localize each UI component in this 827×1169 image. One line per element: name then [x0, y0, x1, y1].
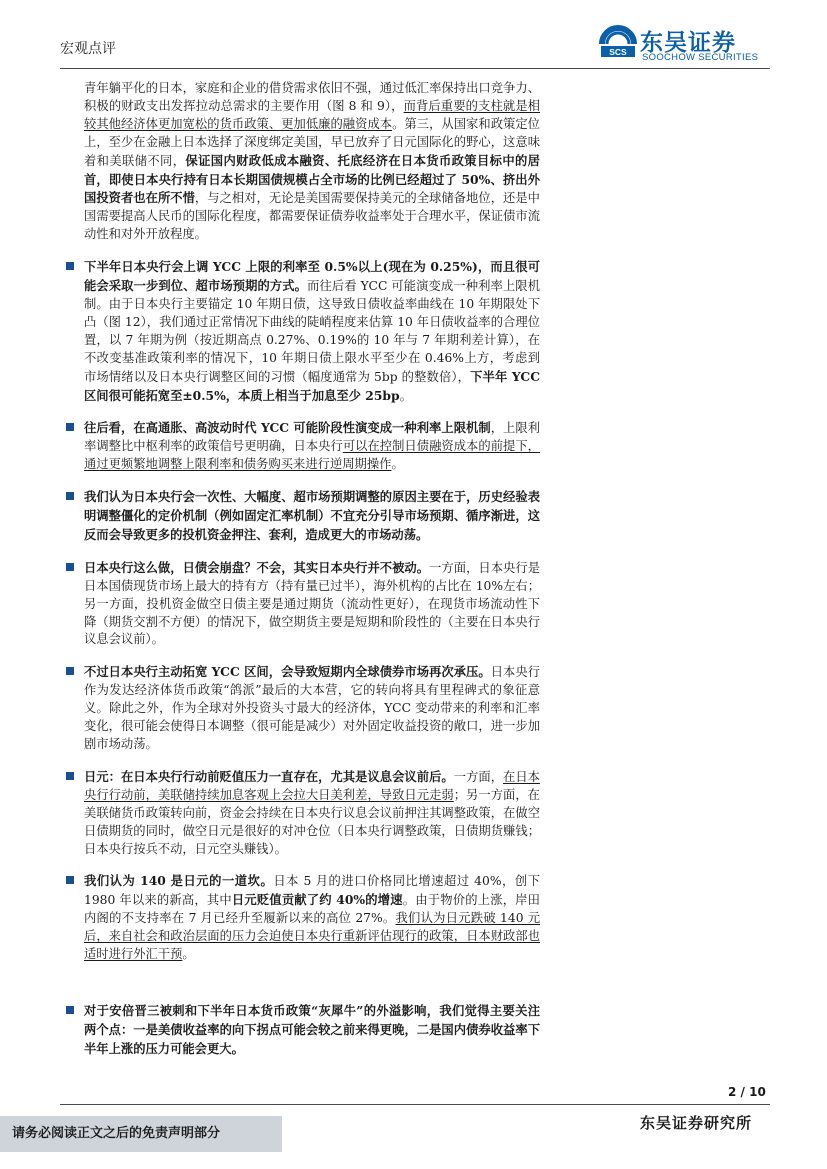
footer-divider: [60, 1104, 770, 1105]
bullet-text-segment: 日本 5 月的进口价格同比增速超过 40%，创下 1980 年以来的新高，其中: [84, 874, 541, 908]
bullet-square-icon: [66, 423, 74, 431]
disclaimer-banner: 请务必阅读正文之后的免责声明部分: [0, 1116, 282, 1152]
bullet-text-segment: 不过日本央行主动拓宽 YCC 区间，会导致短期内全球债券市场再次承压。: [84, 664, 491, 680]
bullet-square-icon: [66, 876, 74, 884]
intro-text-5: ，与之相对，无论是美国需要保持美元的全球储备地位，还是中国需要提高人民币的国际化程度，都需要保证债券收益率处于合理水平，保证债市流动性和对外开放程度。: [84, 191, 540, 242]
bullet-square-icon: [66, 1006, 74, 1014]
brand-mark-icon: [598, 24, 638, 64]
bullet-square-icon: [66, 262, 74, 270]
bullet-text-segment: 日本央行这么做，日债会崩盘？不会，其实日本央行并不被动。: [84, 559, 430, 575]
bullet-paragraph: [62, 488, 540, 545]
bullet-square-icon: [66, 772, 74, 780]
bullet-text-segment: 。: [399, 388, 412, 403]
bullet-paragraph: [62, 559, 540, 650]
bullet-text-segment: 我们认为 140 是日元的一道坎。: [84, 873, 274, 889]
bullet-square-icon: [66, 492, 74, 500]
bullet-square-icon: [66, 563, 74, 571]
bullet-paragraph: [62, 663, 540, 754]
bullet-text-segment: 我们认为日元跌破 140 元后，来自社会和政治层面的压力会迫使日本央行重新评估现行的政策，日本财政部也适时进行外汇干预: [84, 911, 540, 962]
bullet-text-segment: 一方面，: [453, 769, 504, 784]
intro-text-4: 保证国内财政低成本融资、托底经济在日本货币政策目标中的居首，即使日本央行持有日本长期国债规模占全市场的比例已经超过了 50%、挤出外国投资者也在所不惜: [84, 152, 540, 206]
institute-name: 东吴证券研究所: [640, 1114, 753, 1132]
bullet-paragraph: [62, 419, 540, 474]
bullet-text-segment: 。: [182, 947, 195, 962]
header-divider: [60, 68, 770, 69]
intro-paragraph: [62, 80, 540, 244]
report-body: [62, 80, 540, 1059]
bullet-text-segment: 。由于物价的上涨，岸田内阁的不支持率在 7 月已经升至履新以来的高位 27%。: [84, 893, 540, 926]
bullet-text-segment: 在日本央行行动前，美联储持续加息客观上会拉大日美利差，导致日元走弱: [84, 769, 540, 802]
bullet-paragraph: [62, 258, 540, 405]
bullet-text-segment: 而往后看 YCC 可能演变成一种利率上限机制。由于日本央行主要锚定 10 年期日债，这导致日债收益率曲线在 10 年期限处下凸（图 12），我们通过正常情况下曲线的陡峭程度来估算 10 年日债收益率的合理位置，以 7 年期为例（按近期高点 0.27%、0.19%的 10 年与 7 年期利差计算），在不改变基准政策利率的情况下，10 年期日债上限水平至少在 0.46%上方，考虑到市场情绪以及日本央行调整区间的习惯（幅度通常为 5bp 的整数倍），: [84, 279, 540, 384]
page-number: 2 / 10: [728, 1085, 766, 1099]
bullet-text-segment: 我们认为日本央行会一次性、大幅度、超市场预期调整的原因主要在于，历史经验表明调整僵化的定价机制（例如固定汇率机制）不宜充分引导市场预期、循序渐进，这反而会导致更多的投机资金押注、套利，造成更大的市场动荡。: [84, 489, 540, 542]
intro-text-1: 青年躺平化的日本，家庭和企业的借贷需求依旧不强，通过低汇率保持出口竞争力、积极的财政支出发挥拉动总需求的主要作用（图 8 和 9），: [84, 81, 540, 113]
bullet-text-segment: 一方面，日本央行是日本国债现货市场上最大的持有方（持有量已过半），海外机构的占比在 10%左右；另一方面，投机资金做空日债主要是通过期货（流动性更好），在现货市场流动性下降（期货交割不方便）的情况下，做空期货主要是短期和阶段性的（主要在日本央行议息会议前）。: [84, 560, 540, 647]
bullet-paragraph: [62, 872, 540, 964]
bullet-text-segment: 可以在控制日债融资成本的前提下，通过更频繁地调整上限利率和债务购买来进行逆周期操作: [84, 439, 540, 472]
brand-name-en: SOOCHOW SECURITIES: [642, 52, 759, 63]
bullet-paragraph: [62, 768, 540, 859]
bullet-text-segment: 日本央行作为发达经济体货币政策“鸽派”最后的大本营，它的转向将具有里程碑式的象征意义。除此之外，作为全球对外投资头寸最大的经济体，YCC 变动带来的利率和汇率变化，很可能会使得日本调整（很可能是减少）对外固定收益投资的敞口，进一步加剧市场动荡。: [84, 665, 540, 751]
bullet-text-segment: 日元贬值贡献了约 40%的增速: [231, 892, 403, 908]
bullet-text-segment: 下半年日本央行会上调 YCC 上限的利率至 0.5%以上(现在为 0.25%)，而且很可能会采取一步到位、超市场预期的方式。: [84, 259, 540, 294]
bullet-paragraph: [62, 1002, 540, 1059]
bullet-text-segment: ；另一方面，在美联储货币政策转向前，资金会持续在日本央行议息会议前押注其调整政策，在做空日债期货的同时，做空日元是很好的对冲仓位（日本央行调整政策，日债期货赚钱；日本央行按兵不动，日元空头赚钱）。: [84, 787, 540, 856]
bullet-text-segment: 。: [391, 457, 404, 472]
bullet-square-icon: [66, 667, 74, 675]
report-type-label: 宏观点评: [60, 41, 116, 57]
brand-name-cn: 东吴证券: [640, 30, 736, 56]
intro-text-3: 。第三，从国家和政策定位上，至少在金融上日本选择了深度绑定美国，早已放弃了日元国际化的野心，这意味着和美联储不同，: [84, 116, 540, 168]
bullet-text-segment: ，上限利率调整比中枢利率的政策信号更明确，日本央行: [84, 421, 540, 454]
bullet-text-segment: 对于安倍晋三被刺和下半年日本货币政策“灰犀牛”的外溢影响，我们觉得主要关注两个点：一是美债收益率的向下拐点可能会较之前来得更晚，二是国内债券收益率下半年上涨的压力可能会更大。: [84, 1002, 540, 1056]
intro-text-2: 而背后重要的支柱就是相较其他经济体更加宽松的货币政策、更加低廉的融资成本: [84, 98, 540, 131]
svg-text:SCS: SCS: [609, 47, 627, 57]
bullet-list: [62, 258, 540, 1059]
bullet-text-segment: 往后看，在高通胀、高波动时代 YCC 可能阶段性演变成一种利率上限机制: [84, 420, 491, 436]
brand-logo: [598, 24, 778, 64]
bullet-text-segment: 下半年 YCC 区间很可能拓宽至±0.5%，本质上相当于加息至少 25bp: [84, 368, 540, 403]
bullet-text-segment: 日元：在日本央行行动前贬值压力一直存在，尤其是议息会议前后。: [84, 768, 454, 784]
